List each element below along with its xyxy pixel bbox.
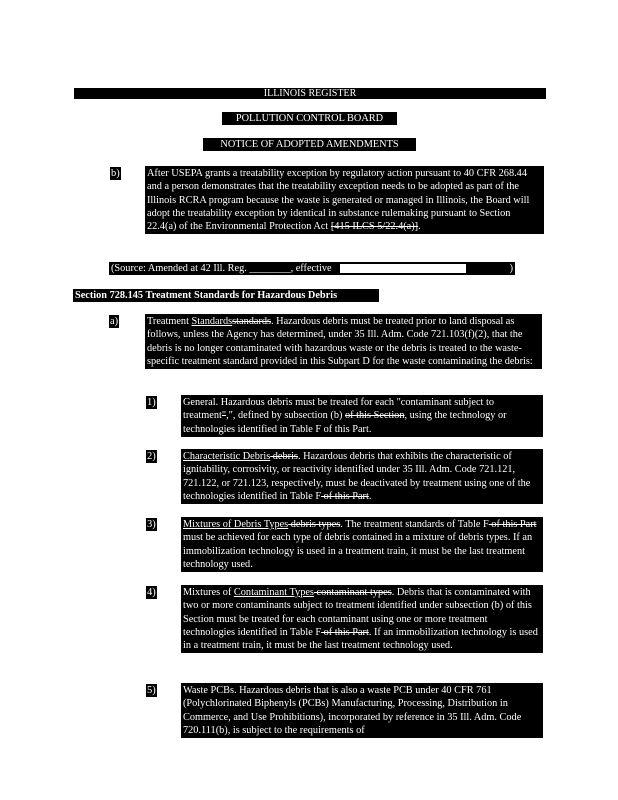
para-a-label: a) xyxy=(110,316,119,327)
item-1-body xyxy=(181,395,543,437)
board-title-text: POLLUTION CONTROL BOARD xyxy=(235,113,384,124)
item-3-body xyxy=(181,517,543,572)
item-2-c: . xyxy=(368,490,372,502)
item-3-c: must be achieved for each type of debris contained in a mixture of debris types. If an immobilization technology is used in a treatment train, it must be the last treatment technology used. xyxy=(183,532,533,570)
para-a-ins: Standards xyxy=(191,316,233,327)
source-date-blank xyxy=(340,264,466,273)
item-4-b: . Debris that is contaminated with two or more contaminants subject to treatment identified under subsection (b) of this Section must be treated for each contaminant using one or more treatment technologies identified in Table F xyxy=(183,587,532,638)
item-3-a: Mixtures of Debris Types xyxy=(183,519,289,530)
register-title: ILLINOIS REGISTER xyxy=(263,88,357,99)
item-1-c: , using the technology or technologies identified in Table F of this Part. xyxy=(183,410,507,435)
item-4-c: . If an immobilization technology is used in a treatment train, it must be the last treatment technology used. xyxy=(183,626,538,652)
source-text: (Source: Amended at 42 Ill. Reg. ________, effective xyxy=(111,263,332,274)
item-2-s2: of this Part xyxy=(321,490,369,502)
item-4-a: Mixtures of xyxy=(183,587,234,598)
item-4-ins: Contaminant Types xyxy=(233,587,314,598)
item-3-s1: debris types xyxy=(288,519,341,530)
item-2-b: . Hazardous debris that exhibits the characteristic of ignitability, corrosivity, or reactivity identified under 35 Ill. Adm. Code 721.121, 721.122, or 721.123, respectively, must be deactivated by treatment using one of the technologies identified in Table F xyxy=(183,451,531,502)
item-1-label: 1) xyxy=(147,397,156,408)
item-4-s2: of this Part xyxy=(321,626,369,638)
para-b-end: . xyxy=(418,221,421,233)
para-a-strike: standards xyxy=(232,316,272,327)
section-title-text: Section 728.145 Treatment Standards for Hazardous Debris xyxy=(75,290,338,301)
item-2-label: 2) xyxy=(147,451,156,462)
para-a-body xyxy=(145,314,542,369)
register-header xyxy=(74,88,546,99)
item-5-body xyxy=(181,683,543,738)
item-1-s1: " xyxy=(221,410,227,422)
para-b-strike: [415 ILCS 5/22.4(a)] xyxy=(330,221,419,233)
para-a-text: . Hazardous debris must be treated prior to land disposal as follows, unless the Agency has determined, under 35 Ill. Adm. Code 721.103(f)(2), that the debris is no longer contaminated with hazardous waste or the debris is treated to the waste-specific treatment standard provided in this Subpart D for the waste contaminating the debris: xyxy=(147,316,533,367)
item-1-a: General. Hazardous debris must be treated for each "contaminant subject to treatment xyxy=(183,397,494,422)
item-3-b: . The treatment standards of Table F xyxy=(340,519,489,530)
item-2-a: Characteristic Debris xyxy=(183,451,271,462)
notice-title xyxy=(203,138,416,151)
notice-title-text: NOTICE OF ADOPTED AMENDMENTS xyxy=(220,139,399,150)
item-3-label: 3) xyxy=(147,519,156,530)
para-b-label: b) xyxy=(111,168,120,179)
item-2-s1: debris xyxy=(270,451,298,462)
para-a-pre: Treatment xyxy=(147,316,192,327)
item-1-b: ,", defined by subsection (b) xyxy=(226,410,345,422)
item-4-s1: contaminant types xyxy=(313,587,392,598)
para-b-body xyxy=(145,166,544,234)
item-5-a: Waste PCBs. Hazardous debris that is also a waste PCB under 40 CFR 761 (Polychlorinated Biphenyls (PCBs) Manufacturing, Processing, Distribution in Commerce, and Use Prohibitions), incorporated by reference in 35 Ill. Adm. Code 720.111(b), is subject to the requirements of xyxy=(183,685,522,736)
item-5-label: 5) xyxy=(147,685,156,696)
item-4-label: 4) xyxy=(147,587,156,598)
item-1-s2: of this Section xyxy=(344,410,405,422)
para-b-text: After USEPA grants a treatability exception by regulatory action pursuant to 40 CFR 268.44 and a person demonstrates that the treatability exception needs to be adopted as part of the Illinois RCRA program because the waste is generated or managed in Illinois, the Board will adopt the treatability exception by identical in substance rulemaking pursuant to Section 22.4(a) of the Environmental Protection Act xyxy=(147,168,530,233)
item-4-body xyxy=(181,585,543,653)
item-3-s2: of this Part xyxy=(488,519,537,530)
item-2-body xyxy=(181,449,543,504)
source-note xyxy=(109,262,515,275)
section-title xyxy=(73,289,379,302)
source-end: ) xyxy=(509,263,513,274)
board-title xyxy=(222,112,397,125)
